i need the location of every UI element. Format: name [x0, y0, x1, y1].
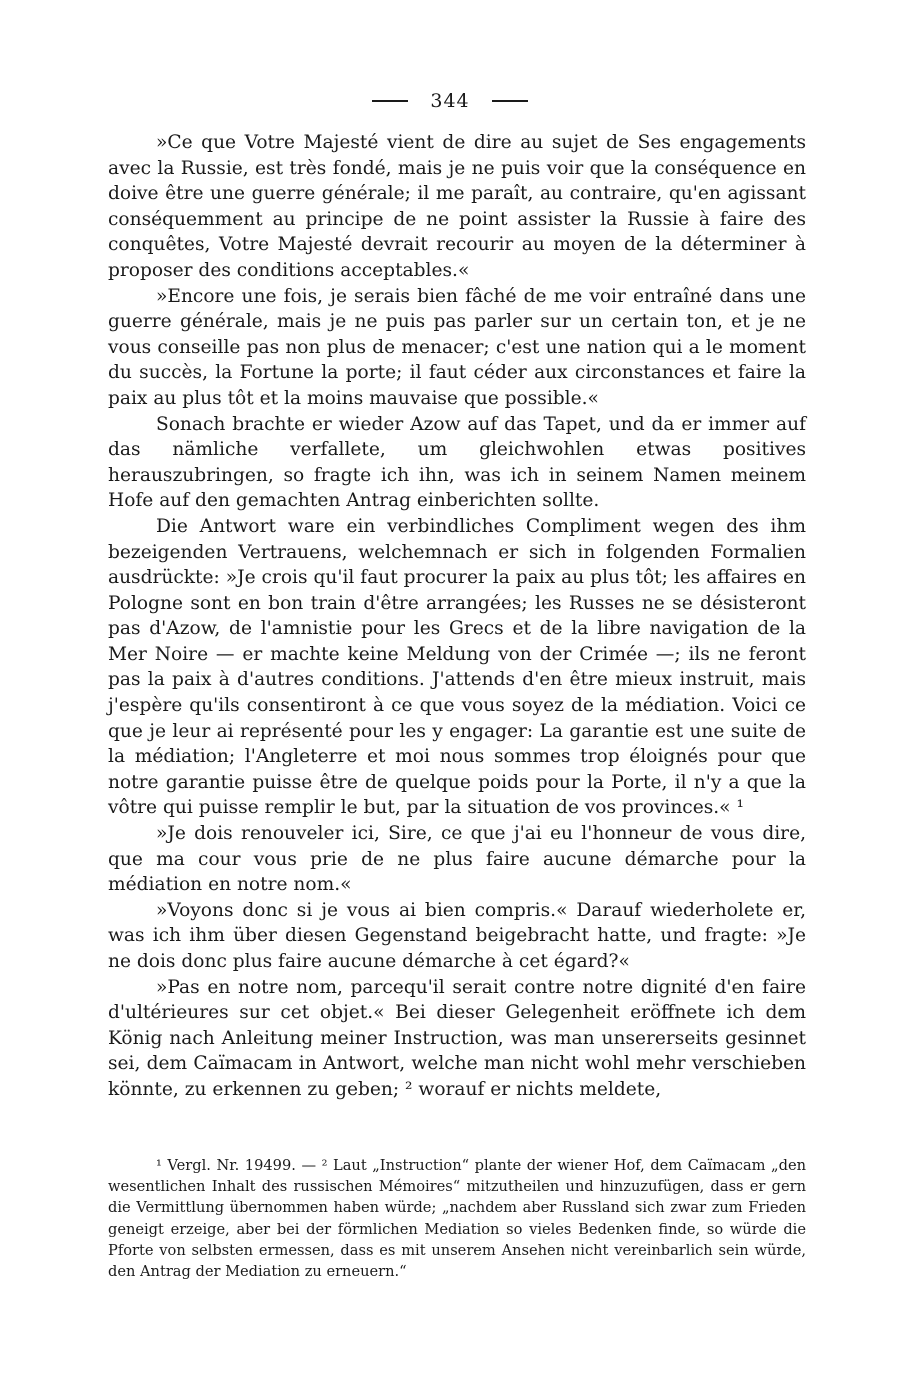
paragraph: Sonach brachte er wieder Azow auf das Tapet, und da er immer auf das nämliche verfallete, um gleichwohlen etwas positives herauszubringen, so fragte ich ihn, was ich in seinem Namen meinem Hofe auf den gemachten Antrag einberichten sollte. — [108, 413, 806, 512]
paragraph: »Je dois renouveler ici, Sire, ce que j'ai eu l'honneur de vous dire, que ma cour vous prie de ne plus faire aucune démarche pour la médiation en notre nom.« — [108, 823, 806, 896]
page-header — [0, 86, 900, 116]
paragraph: Die Antwort ware ein verbindliches Compliment wegen des ihm bezeigenden Vertrauens, welchemnach er sich in folgenden Formalien ausdrückte: »Je crois qu'il faut procurer la paix au plus tôt; les affaires en Pologne sont en bon train d'être arrangées; les Russes ne se désisteront pas d'Azow, de l'amnistie pour les Grecs et de la libre navigation de la Mer Noire — er machte keine Meldung von der Crimée —; ils ne feront pas la paix à d'autres conditions. J'attends d'en être mieux instruit, mais j'espère qu'ils consentiront à ce que vous soyez de la médiation. Voici ce que je leur ai représenté pour les y engager: La garantie est une suite de la médiation; l'Angleterre et moi nous sommes trop éloignés pour que notre garantie puisse être de quelque poids pour la Porte, il n'y a que la vôtre qui puisse remplir le but, par la situation de vos provinces.« ¹ — [108, 515, 806, 819]
page-number: 344 — [430, 90, 470, 112]
paragraph: »Voyons donc si je vous ai bien compris.« Darauf wiederholete er, was ich ihm über diesen Gegenstand beigebracht hatte, und fragte: »Je ne dois donc plus faire aucune démarche à cet égard?« — [108, 899, 806, 972]
main-text — [108, 130, 806, 1103]
header-dash-right — [492, 100, 528, 102]
header-dash-left — [372, 100, 408, 102]
paragraph: »Pas en notre nom, parcequ'il serait contre notre dignité d'en faire d'ultérieures sur cet objet.« Bei dieser Gelegenheit eröffnete ich dem König nach Anleitung meiner Instruction, was man unsererseits gesinnet sei, dem Caïmacam in Antwort, welche man nicht wohl mehr verschieben könnte, zu erkennen zu geben; ² worauf er nichts meldete, — [108, 976, 806, 1100]
paragraph: »Ce que Votre Majesté vient de dire au sujet de Ses engagements avec la Russie, est très fondé, mais je ne puis voir que la conséquence en doive être une guerre générale; il me paraît, au contraire, qu'en agissant conséquemment au principe de ne point assister la Russie à faire des conquêtes, Votre Majesté devrait recourir au moyen de la déterminer à proposer des conditions acceptables.« — [108, 132, 806, 281]
footnotes: ¹ Vergl. Nr. 19499. — ² Laut „Instruction“ plante der wiener Hof, dem Caïmacam „den wesentlichen Inhalt des russischen Mémoires“ mitzutheilen und hinzuzufügen, dass er gern die Vermittlung übernommen haben würde; „nachdem aber Russland sich zwar zum Frieden geneigt erzeige, aber bei der förmlichen Mediation so vieles Bedenken finde, so würde die Pforte von selbsten ermessen, dass es mit unserem Ansehen nicht vereinbarlich sein würde, den Antrag der Mediation zu erneuern.“ — [108, 1157, 806, 1281]
paragraph: »Encore une fois, je serais bien fâché de me voir entraîné dans une guerre générale, mais je ne puis pas parler sur un certain ton, et je ne vous conseille pas non plus de menacer; c'est une nation qui a le moment du succès, la Fortune la porte; il faut céder aux circonstances et faire la paix au plus tôt et la moins mauvaise que possible.« — [108, 285, 806, 409]
